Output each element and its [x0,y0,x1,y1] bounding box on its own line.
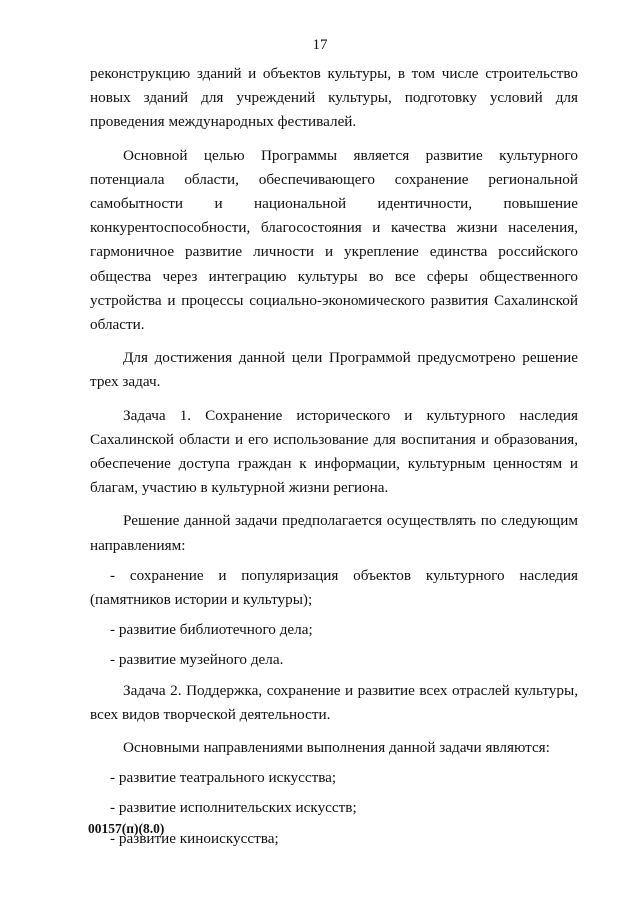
paragraph-program-goal: Основной целью Программы является развитие культурного потенциала области, обеспечивающего сохранение региональной самобытности и национальной идентичности, повышение конкурентоспособности, благосостояния и качества жизни населения, гармоничное развитие личности и укрепление единства российского общества через интеграцию культуры во все сферы общественного устройства и процессы социально-экономического развития Сахалинской области. [90,146,578,334]
list-item-libraries: - развитие библиотечного дела; [110,621,313,639]
list-item-heritage: - сохранение и популяризация объектов культурного наследия (памятников истории и культуры); [90,566,578,609]
list-item-theatre: - развитие театрального искусства; [110,769,337,787]
document-body [90,62,578,851]
list-item-cinema: - развитие киноискусства; [110,829,279,847]
document-code: 00157(п)(8.0) [88,821,165,836]
paragraph-task-1: Задача 1. Сохранение исторического и культурного наследия Сахалинской области и его использование для воспитания и образования, обеспечение доступа граждан к информации, культурным ценностям и благам, участию в культурной жизни региона. [90,406,578,497]
paragraph-task-2: Задача 2. Поддержка, сохранение и развитие всех отраслей культуры, всех видов творческой деятельности. [90,681,578,723]
list-item-performing-arts: - развитие исполнительских искусств; [110,799,357,817]
paragraph-task-2-directions: Основными направлениями выполнения данной задачи являются: [123,739,550,757]
paragraph-task-1-directions: Решение данной задачи предполагается осуществлять по следующим направлениям: [90,512,578,554]
paragraph-three-tasks: Для достижения данной цели Программой предусмотрено решение трех задач. [90,349,578,391]
list-item-museums: - развитие музейного дела. [110,651,284,669]
page-number: 17 [312,37,328,53]
paragraph-reconstruction: реконструкцию зданий и объектов культуры, в том числе строительство новых зданий для учреждений культуры, подготовку условий для проведения международных фестивалей. [90,65,578,131]
